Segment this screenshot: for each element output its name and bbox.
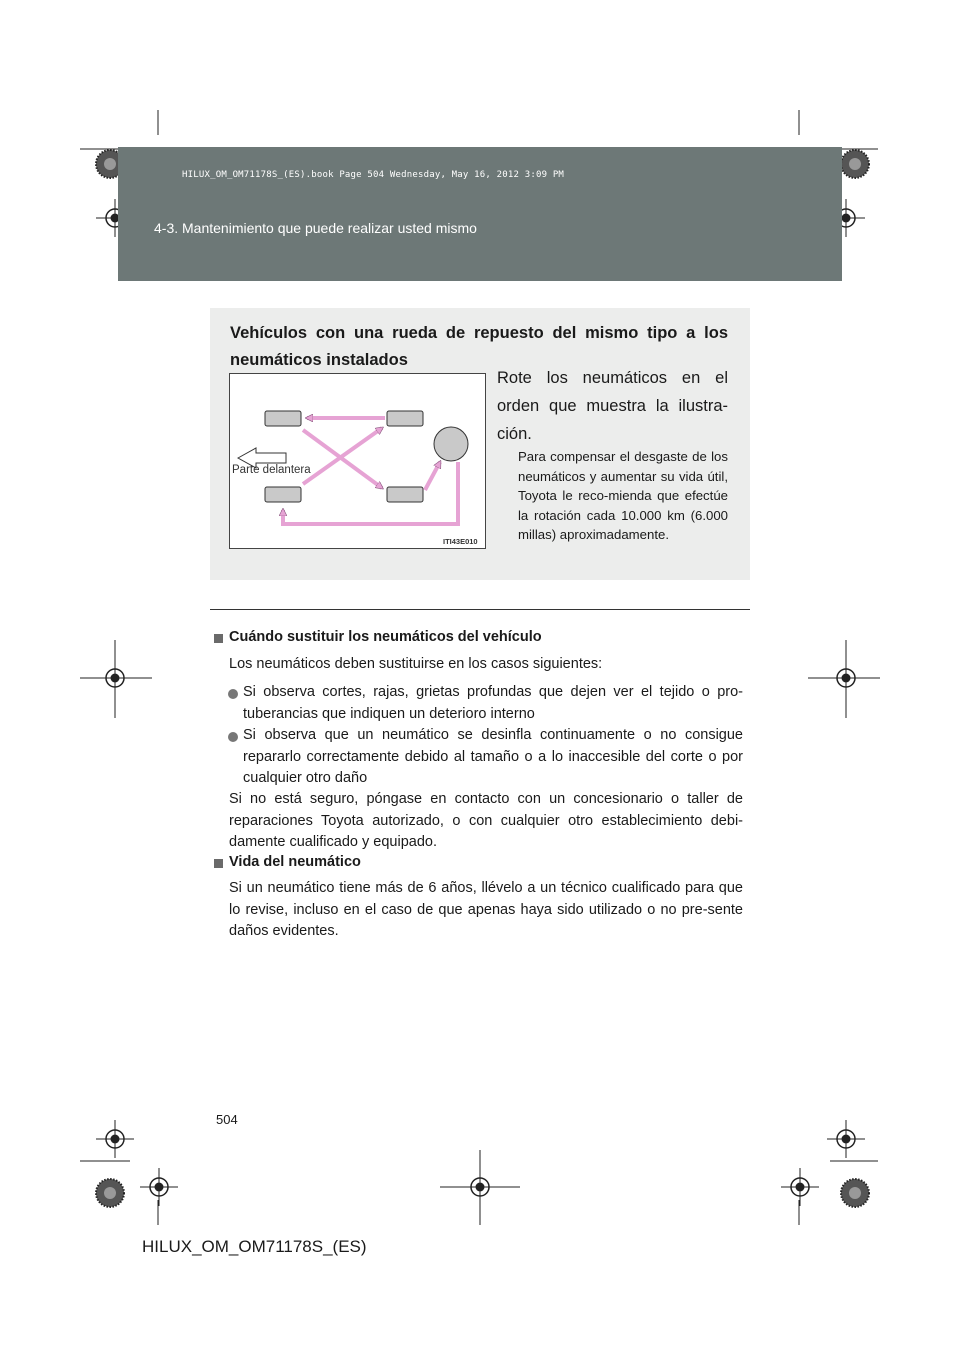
section-divider <box>210 609 750 610</box>
tire-rotation-figure <box>229 373 486 549</box>
tire-rear-left <box>265 487 301 502</box>
bullet-icon <box>228 732 238 742</box>
rotation-note: Para compensar el desgaste de los neumáticos y aumentar su vida útil, Toyota le reco-mienda que efectúe la rotación cada 10.000 km (6.000 millas) aproximadamente. <box>518 449 728 542</box>
section-heading-tire-life: Vida del neumático <box>229 854 361 870</box>
bullet-deflating: Si observa que un neumático se desinfla continuamente o no consigue repararlo correctamente debido al tamaño o a lo inaccesible del corte o por cualquier otro daño <box>243 727 743 786</box>
section-marker-icon <box>214 634 223 643</box>
replacement-outro: Si no está seguro, póngase en contacto con un concesionario o taller de reparaciones Toyota autorizado, o con cualquier otro establecimiento debi-damente cualificado y equipado. <box>229 791 743 850</box>
tire-front-right <box>387 411 423 426</box>
replacement-intro: Los neumáticos deben sustituirse en los casos siguientes: <box>229 656 603 672</box>
page-number: 504 <box>216 1112 238 1127</box>
bullet-icon <box>228 689 238 699</box>
tire-front-left <box>265 411 301 426</box>
header-band <box>118 147 842 281</box>
book-stamp: HILUX_OM_OM71178S_(ES).book Page 504 Wednesday, May 16, 2012 3:09 PM <box>182 170 565 180</box>
section-marker-icon <box>214 859 223 868</box>
section-heading-tire-replacement: Cuándo sustituir los neumáticos del vehículo <box>229 629 542 645</box>
box-title: Vehículos con una rueda de repuesto del mismo tipo a los neumáticos instalados <box>230 324 728 369</box>
arrow-rr-to-spare <box>425 462 440 490</box>
bullet-cuts: Si observa cortes, rajas, grietas profundas que dejen ver el tejido o pro-tuberancias que indiquen un deterioro interno <box>243 684 743 722</box>
tire-rotation-diagram <box>230 374 485 548</box>
section-title: 4-3. Mantenimiento que puede realizar usted mismo <box>154 220 477 236</box>
rotate-instruction: Rote los neumáticos en el orden que muestra la ilustra-ción. <box>497 369 728 443</box>
spare-tire <box>434 427 468 461</box>
footer-document-code: HILUX_OM_OM71178S_(ES) <box>142 1237 367 1256</box>
front-label: Parte delantera <box>232 464 311 476</box>
figure-code: ITI43E010 <box>443 537 478 546</box>
tire-life-body: Si un neumático tiene más de 6 años, llévelo a un técnico cualificado para que lo revise, incluso en el caso de que apenas haya sido utilizado o no pre-sente daños evidentes. <box>229 880 743 939</box>
tire-rear-right <box>387 487 423 502</box>
